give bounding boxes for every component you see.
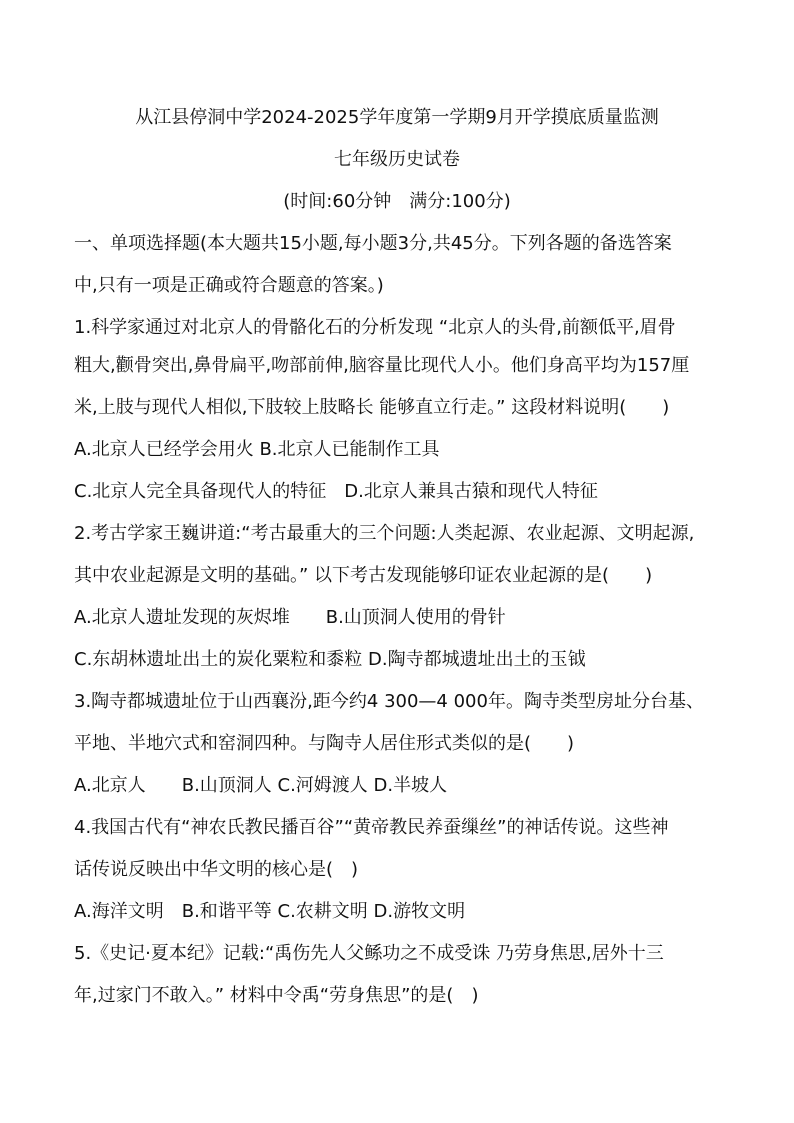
question-2-option-line: C.东胡林遗址出土的炭化粟粒和黍粒 D.陶寺都城遗址出土的玉钺 (74, 649, 586, 670)
question-1-option-line: C.北京人完全具备现代人的特征 D.北京人兼具古猿和现代人特征 (74, 481, 598, 502)
question-4-stem-line: 4.我国古代有“神农氏教民播百谷”“黄帝教民养蚕缫丝”的神话传说。这些神 (74, 817, 669, 838)
question-3-stem-line: 平地、半地穴式和窑洞四种。与陶寺人居住形式类似的是( ) (74, 733, 575, 754)
question-2-option-line: A.北京人遗址发现的灰烬堆 B.山顶洞人使用的骨针 (74, 607, 506, 628)
question-5-stem-line: 年,过家门不敢入。” 材料中令禹“劳身焦思”的是( ) (74, 985, 479, 1006)
question-2-stem-line: 其中农业起源是文明的基础。” 以下考古发现能够印证农业起源的是( ) (74, 565, 653, 586)
question-2-stem-line: 2.考古学家王巍讲道:“考古最重大的三个问题:人类起源、农业起源、文明起源, (74, 523, 695, 544)
school-exam-title: 从江县停洞中学2024-2025学年度第一学期9月开学摸底质量监测 (135, 107, 659, 128)
question-1-stem-line: 1.科学家通过对北京人的骨骼化石的分析发现 “北京人的头骨,前额低平,眉骨 (74, 317, 676, 338)
question-4-option-line: A.海洋文明 B.和谐平等 C.农耕文明 D.游牧文明 (74, 901, 466, 922)
subject-title: 七年级历史试卷 (334, 149, 460, 170)
exam-time-info: (时间:60分钟 满分:100分) (283, 191, 511, 212)
question-5-stem-line: 5.《史记·夏本纪》记载:“禹伤先人父鲧功之不成受诛 乃劳身焦思,居外十三 (74, 943, 664, 964)
question-1-option-line: A.北京人已经学会用火 B.北京人已能制作工具 (74, 439, 440, 460)
question-1-stem-line: 米,上肢与现代人相似,下肢较上肢略长 能够直立行走。” 这段材料说明( ) (74, 397, 670, 418)
section-instructions-line: 一、单项选择题(本大题共15小题,每小题3分,共45分。下列各题的备选答案 (74, 233, 672, 254)
question-1-stem-line: 粗大,颧骨突出,鼻骨扁平,吻部前伸,脑容量比现代人小。他们身高平均为157厘 (74, 355, 690, 376)
question-4-stem-line: 话传说反映出中华文明的核心是( ) (74, 859, 359, 880)
question-3-stem-line: 3.陶寺都城遗址位于山西襄汾,距今约4 300—4 000年。陶寺类型房址分台基、 (74, 691, 704, 712)
question-3-option-line: A.北京人 B.山顶洞人 C.河姆渡人 D.半坡人 (74, 775, 448, 796)
section-instructions-line: 中,只有一项是正确或符合题意的答案。) (74, 275, 384, 296)
